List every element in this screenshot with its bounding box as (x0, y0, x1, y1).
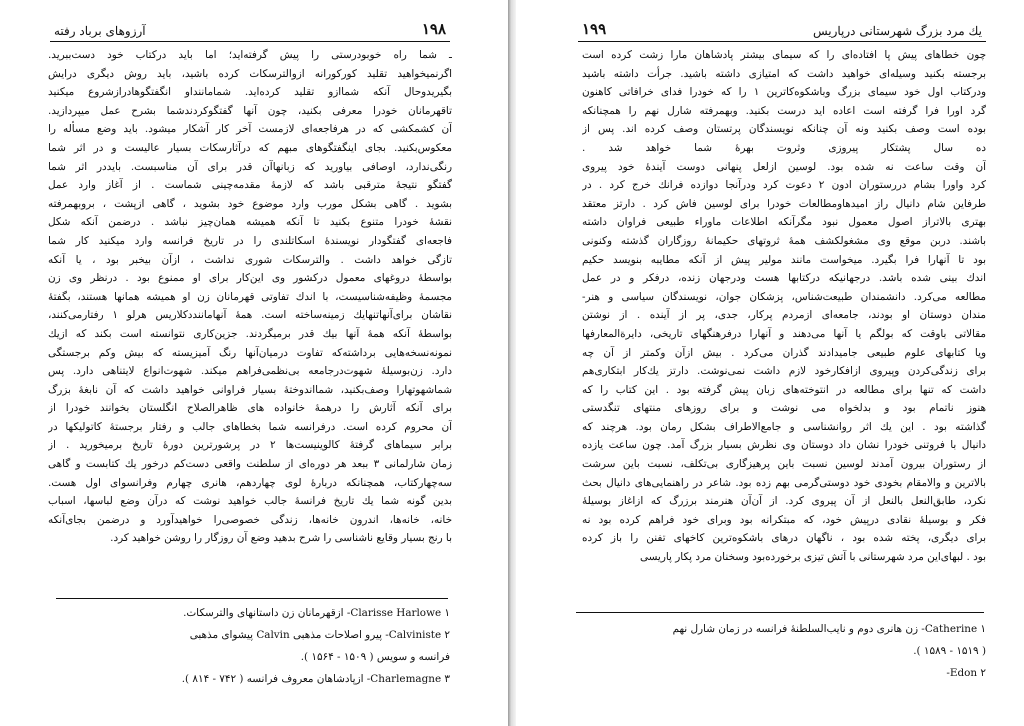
text-line: بواسطهٔ آنکه همهٔ آنها بیك قدر برمیگردند. جزین‌کاری نتوانسته است بکند که ازیك (48, 327, 452, 340)
text-line: بشوید . گاهی بشکل مورب وارد موضوع خود بشوید ، گاهی ازپشت ، بروبهمرفته (48, 197, 452, 210)
book-gutter (508, 0, 516, 726)
text-line: اندك بینی شده باشد. درجهانیکه درکتابها هست ودرجهان زنده، درفکر و در عمل (582, 272, 986, 285)
text-line: بود . لبهای‌این مرد شهرستانی با آتش تیزی برخورده‌بود وسخنان مرد پکار پاریسی (640, 551, 986, 564)
text-line: دارد. زن‌بوسیلهٔ شهوت‌در‌جامعه بی‌نظمی‌فراهم میکند. شهوت‌انواع لایتناهی دارد. پس (48, 365, 452, 378)
text-line: برای آنکه آثارش را درهمهٔ خانواده های ظاهرالصلاح انگلستان بخوانند خودرا از (48, 402, 452, 415)
text-line: هنوز ناتمام بود و بدلخواه می نوشت و برای روزهای منتهای تنگدستی (582, 402, 986, 415)
text-line: بوده است وصف بکنید ونه آن چنانکه نویسندگان پرتستان وصف کرده اند. پس از (582, 123, 986, 136)
right-body-text (582, 46, 986, 567)
text-line: مقالاتی باوقت که بولگم یا آنها می‌دهند و آنهارا درفرهنگهای تاریخی، دایرة‌المعارفها (582, 327, 986, 340)
text-line: تازگی خواهد داشت . والترسکات شوری نداشت ، ازآن بیخبر بود ، یا آنکه (48, 253, 452, 266)
text-line: خانه، خانه‌ها، اندرون خانه‌ها، زندگی خصوصی‌را خواهیدآورد و درضمن بجای‌آنکه (48, 513, 452, 526)
text-line: ده سال پشتکار پیروزی وثروت بهرهٔ شما خواهد شد . (582, 141, 986, 154)
text-line: مطالعه می‌کرد. دانشمندان طبیعت‌شناس، پزشکان جوان، نویسندگان سیاسی و هنر- (582, 290, 986, 303)
text-line: مندان دوستان او بودند، جامعه‌ای ازمردم پرکار، جدی، پر از آینده . از نوشتن (582, 309, 986, 322)
text-line: نقاشان برای‌آنهاتنهایك زمینه‌ساخته است. همهٔ آنهاماننددكلاریس هرلو ۱ رفتارمی‌کنند، (48, 309, 452, 322)
text-line: آن کشمکشی که در هرفاجعه‌ای لازمست آخر کار آشکار میشود. باید وضع مسأله را (48, 123, 452, 136)
text-line: بود تا آنهارا فرا بگیرد. میخواست مانند مولیر پیش از آنکه مطایبه بنویسد حکیم (582, 253, 986, 266)
text-line: معکوس‌بکنید. بجای اینگفتگوهای مبهم که درآثارسکات بسیار عالیست و در اثر شما (48, 141, 452, 154)
text-line: تاقهرمانان خودرا معرفی بکنید، چون آنها گفتگوکردندشما بشرح عمل میپردازید. (48, 104, 452, 117)
text-line: آن وقت ساعت نه شده بود. لوسین ازلعل پنهانی دوست آیندهٔ خود پیروی (582, 160, 986, 173)
text-line: شماشهوتهارا وصف‌بکنید، شمااندوختهٔ بسیار فراوانی خواهید داشت که آن نابغهٔ بزرگ (48, 383, 452, 396)
text-line: بدین گونه شما یك تاریخ فرانسهٔ جالب خواهید نوشت که درآن وضع لباسها، اسباب (48, 495, 452, 508)
text-line: فکر و بوسیلهٔ نقادی درپیش خود، که مبتکرانه بود وبرای خود فراهم کرده بود نه (582, 513, 986, 526)
right-footnote-rule (576, 612, 984, 613)
text-line: گفتگو نتیجهٔ مترقبی باشد که لازمهٔ مقدمه‌چینی شماست . از آغاز وارد عمل (48, 179, 452, 192)
text-line: بواسطهٔ دروغهای معمول درکشور وی این‌کار برای او ممنوع بود . درنظر وی زن (48, 272, 452, 285)
text-line: بهتری بالاتراز اصول معمول نبود مگرآنکه اطلاعات ماوراء طبیعی فراوان داشته (582, 216, 986, 229)
left-page (0, 0, 508, 726)
footnote-line: فرانسه و سویس ( ۱۵۰۹ - ۱۵۶۴ ). (300, 651, 450, 663)
text-line: باشند. دربن موقع وی مشغولکشف همهٔ ثروتهای حکیمانهٔ روزگاران گذشته وکنونی (582, 234, 986, 247)
text-line: سه‌چهارکتاب، همچنانکه دربارهٔ لوی چهاردهم، هانری چهارم وفرانسوای اول هست. (48, 476, 452, 489)
text-line: فاجعه‌ای گفتگودار نویسندهٔ اسکاتلندی را در تاریخ فرانسه وارد میکنید کار شما (48, 234, 452, 247)
right-running-head (578, 18, 986, 42)
footnote-line: Edon ۲- (946, 667, 986, 679)
text-line: نقشهٔ خودرا متنوع بکنید تا آنکه همیشه همان‌چیز نباشد . درضمن آنکه شکل (48, 216, 452, 229)
footnote-line: ( ۱۵۱۹ - ۱۵۸۹ ). (913, 645, 986, 657)
text-line: از رستوران بیرون آمدند لوسین نسبت باین پرهیزگاری بی‌تکلف، نسبت باین سرشت (582, 458, 986, 471)
text-line: گرد اورا فرا گرفته است اعاده اید درست بکنید. وبهمرفته شارل نهم را همچنانکه (582, 104, 986, 117)
text-line: چون خطاهای پیش پا افتاده‌ای را که سیمای بیشتر پادشاهان مارا زشت کرده است (582, 49, 986, 61)
left-running-title: آرزوهای برباد رفته (54, 24, 146, 38)
text-line: نمونه‌نسخه‌هایی برداشته‌که تفاوت درمیان‌آنها رنگ آمیزیسته که بیش وکم برجستگی (48, 346, 452, 359)
footnote-line: Clarisse Harlowe ۱- ازقهرمانان زن داستانهای والترسکات. (183, 607, 450, 619)
text-line: گذاشته بود . این یك اثر روانشناسی و جامع‌الاطراف بشکل رمان بود. هرچند که (582, 420, 986, 433)
text-line: رنگی‌ندارد، اوصافی بیاورید که زبانهاآن قدر برای آن مناسبست. بایددر اثر شما (48, 160, 452, 173)
right-footnotes (582, 618, 986, 684)
left-footnote-rule (56, 598, 448, 599)
left-page-number: ۱۹۸ (421, 20, 446, 38)
text-line: زمان شارلمانی ۳ ببعد هر دوره‌ای از سلطنت واقعی دست‌کم درخور یك کتابست و گاهی (48, 458, 452, 471)
text-line: داشت که تنها برای مطالعه در انتوخته‌های زبان پیش گرفته بود . این کتاب را که (582, 383, 986, 396)
text-line: اگرنمیخواهید تقلید کورکورانه ازوالترسکات کرده باشید، باید روش دیگری درایش (48, 67, 452, 80)
text-line: دانیال با فروتنی خودرا نشان داد دوستان وی نظرش بسیار بزرگ آمد. چون ساعت یازده (582, 439, 986, 452)
text-line: بالاترین و والامقام بخودی خود دوستی‌گرمی بهم زده بود. شاعر در راهنمایی‌های دانیال بحث (582, 476, 986, 489)
footnote-line: Calviniste ۲- پیرو اصلاحات مذهبی Calvin پیشوای مذهبی (189, 629, 450, 641)
text-line: آن محروم کرده است. درفرانسه شما بخطاهای جالب و رفتار برجستهٔ کاتولیکها در (48, 420, 452, 433)
text-line: ویا کتابهای علوم طبیعی جامیدادند گذران می‌کرد . بیش ازآن وکمتر از آن چه (582, 346, 986, 359)
text-line: برابر سیماهای گرفتهٔ کالوینیست‌ها ۲ در پرشورترین دورهٔ تاریخ برمیخورید . از (48, 439, 452, 452)
text-line: مجسمهٔ وظیفه‌شناسیست، با اندك تفاوتی قهرمانان زن او همیشه همانها هستند، بگفتهٔ (48, 290, 452, 303)
text-line: برای زندگی‌کردن وپیروی ازافکارخود لازم داشت نمی‌نوشت. دارتز یك‌کار ابتکاری‌هم (582, 365, 986, 378)
text-line: بگیریدوحال آنکه شماازو تقلید کرده‌اید. شماماننداو انگفتگوهادرازشروع میکنید (48, 86, 452, 99)
footnote-line: Charlemagne ۳- ازپادشاهان معروف فرانسه ( ۷۴۲ - ۸۱۴ ). (181, 673, 450, 685)
text-line: ودرکتاب اول خود سیمای بزرگ وباشکوه‌کاترین ۱ را که خودرا فدای خرافاتی کاهنون (582, 86, 986, 99)
text-line: برای دیگری، پخته شده بود ، ناگهان درهای باشکوه‌ترین کاخهای تفنن را باز کرده (582, 532, 986, 545)
text-line: طرفاین شام دانیال راز امیدهاومطالعات خودرا برای لوسین فاش کرد . دارتز معتقد (582, 197, 986, 210)
text-line: برجسته بکنید وسیله‌ای خواهید داشت که امتیازی داشته باشید. جرأت داشته باشید (582, 67, 986, 80)
left-running-head (50, 18, 450, 42)
left-body-text (48, 46, 452, 548)
text-line: کرد واورا بشام دررستوران ادون ۲ دعوت کرد ودرآنجا دوازده فرانك خرج کرد . در (582, 179, 986, 192)
text-line: با رنج بسیار وقایع ناشناسی را شرح بدهید وضع آن روزگار را روشن خواهید کرد. (110, 532, 452, 545)
right-page (516, 0, 1024, 726)
left-footnotes (48, 602, 450, 690)
footnote-line: Catherine ۱- زن هانری دوم و نایب‌السلطنهٔ فرانسه در زمان شارل نهم (672, 623, 986, 635)
text-line: ـ شما راه خوبودرستی را پیش گرفته‌اید؛ اما باید درکتاب خود دست‌ببرید. (48, 49, 452, 61)
text-line: نکرد، طابق‌النعل بالنعل از آن پیروی کرد. از آن‌آن هنرمند برزرگ که ازاغاز بوسیلهٔ (582, 495, 986, 508)
right-running-title: يك مرد بزرگ شهرستانی درپاریس (812, 24, 982, 38)
right-page-number: ۱۹۹ (582, 20, 607, 38)
